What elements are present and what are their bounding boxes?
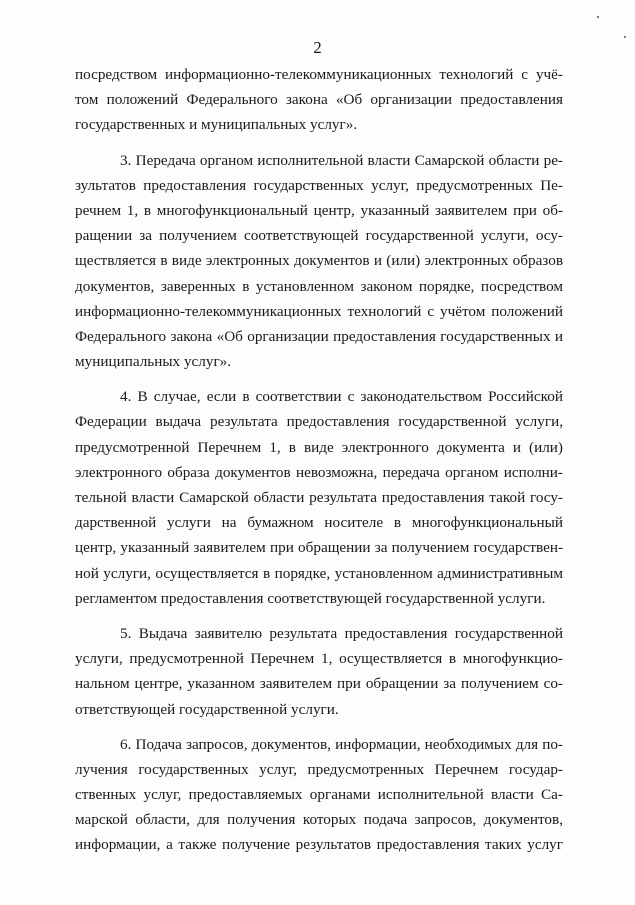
text-line: 3. Передача органом исполнительной власти Самарской области ре- [120, 151, 563, 169]
paragraph-item-3 [75, 148, 563, 375]
text-line: речнем 1, в многофункциональный центр, указанный заявителем при об- [75, 201, 563, 219]
text-line: документов, заверенных в установленном законом порядке, посредством [75, 277, 563, 295]
text-line: марской области, для получения которых подача запросов, документов, [75, 811, 563, 829]
text-line: Федерации выдача результата предоставления государственной услуги, [75, 413, 563, 431]
text-line: зультатов предоставления государственных услуг, предусмотренных Пе- [75, 176, 563, 194]
text-line: посредством информационно-телекоммуникационных технологий с учё- [75, 66, 563, 83]
text-line: ответствующей государственной услуги. [75, 700, 339, 718]
document-body [75, 62, 563, 858]
text-line: 4. В случае, если в соответствии с законодательством Российской [120, 388, 563, 406]
text-line: центр, указанный заявителем при обращении за получением государствен- [75, 539, 563, 557]
text-line: государственных и муниципальных услуг». [75, 116, 358, 134]
scan-speck [597, 16, 599, 18]
paragraph-item-6 [75, 732, 563, 858]
text-line: дарственной услуги на бумажном носителе в многофункциональный [75, 514, 563, 532]
text-line: ращении за получением соответствующей государственной услуги, осу- [75, 227, 563, 245]
text-line: том положений Федерального закона «Об организации предоставления [75, 91, 563, 109]
text-line: ственных услуг, предоставляемых органами исполнительной власти Са- [75, 786, 563, 804]
paragraph-continuation [75, 62, 563, 138]
text-line: электронного образа документов невозможна, передача органом исполни- [75, 463, 563, 481]
paragraph-item-4 [75, 384, 563, 611]
text-line: информации, а также получение результатов предоставления таких услуг [75, 836, 563, 854]
text-line: ной услуги, осуществляется в порядке, установленном административным [75, 564, 563, 582]
text-line: информационно-телекоммуникационных технологий с учётом положений [75, 302, 563, 320]
text-line: лучения государственных услуг, предусмотренных Перечнем государ- [75, 760, 563, 778]
text-line: тельной власти Самарской области результата предоставления такой госу- [75, 489, 563, 506]
text-line: ществляется в виде электронных документов и (или) электронных образов [75, 252, 563, 270]
page-number: 2 [313, 38, 322, 57]
text-line: нальном центре, указанном заявителем при обращении за получением со- [75, 675, 563, 693]
scan-speck [624, 36, 626, 38]
text-line: предусмотренной Перечнем 1, в виде электронного документа и (или) [75, 438, 563, 456]
text-line: 5. Выдача заявителю результата предоставления государственной [120, 624, 563, 642]
text-line: 6. Подача запросов, документов, информации, необходимых для по- [120, 735, 563, 753]
paragraph-item-5 [75, 621, 563, 722]
text-line: Федерального закона «Об организации предоставления государственных и [75, 327, 563, 345]
text-line: муниципальных услуг». [75, 353, 232, 371]
text-line: регламентом предоставления соответствующей государственной услуги. [75, 589, 546, 607]
text-line: услуги, предусмотренной Перечнем 1, осуществляется в многофункцио- [75, 650, 563, 668]
